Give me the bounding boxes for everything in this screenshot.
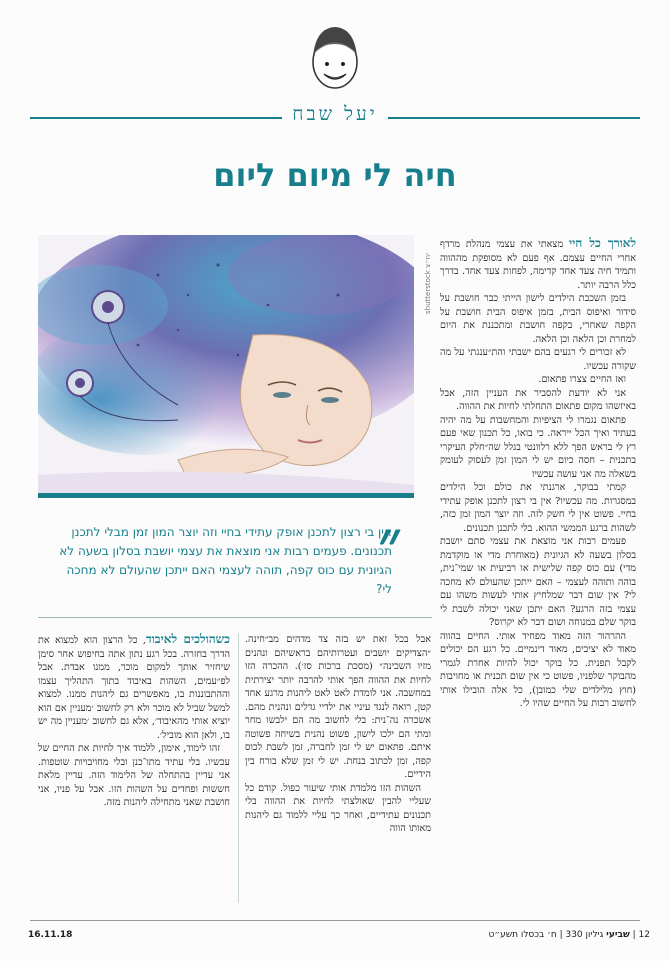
issue-date: 16.11.18 [28,930,73,940]
paragraph-1: לאורך כל חיי מצאתי את עצמי מנהלת מרדף אחרי החיים עצמם. אף פעם לא מסופקת מההווה ותמיד חיה צעד אחד קדימה, לפחות צעד אחד. בדרך כלל הרבה יותר. [440,237,636,291]
paragraph: זהו לימוד, אימון, ללמוד איך לחיות את החיים של עכשיו. בלי עתיד מתו־כנן ובלי מחויבויות שוטפות. אני עדיין בהתחלה של הלימוד הזה. עדיין מלאת חששות ופחדים על השהות הזו. אבל על פניו, אני חושבת שאני מתחילה ליהנות מזה. [38,743,230,808]
page-number: 12 [638,930,650,940]
section-lead: כשהולכים לאיבוד [145,633,230,646]
byline-rule-left [30,117,282,119]
paragraph: אני לא יודעת להסביר את העניין הזה, אבל באיזשהו מקום פתאום התחלתי לחיות את ההווה. [440,387,636,412]
article-title: חיה לי מיום ליום [213,156,457,194]
paragraph: השהות הזו מלמדת אותי שיעור כפול. קודם כל שעליי להבין שאולצתי לחיות את ההווה בלי תכנונים עתידיים, ואחר כך עליי ללמוד גם ליהנות מאותו הווה [245,782,431,834]
column-separator [238,633,239,903]
middle-column [245,633,431,903]
paragraph: אבל בכל זאת יש בזה צד מדהים מב״חינה. ״הצדיקים יושבים ועטרותיהם בראשיהם ונהנים מזיו השכינה״ (מסכת ברכות סז׳). ההכרה הזו לחיות את ההווה הפך אותי להרבה יותר יצירתית במחשבה. אני לומדת לאט לאט ליהנות מרגע אחד קטן, רואה לנגד עיניי את ילדיי גדלים ונהנית מהם. אשכרה נה־נית: בלי לחשוב מה הם ילבשו מחר ומתי הם ילכו לישון, פשוט נהנית בשיחה פשוטה איתם. פתאום יש לי זמן לחברה, זמן לשבת לכוס קפה, זמן לכתוב בנחת. יש לי זמן שלא בורח בין הידיים. [245,634,431,780]
lead-in: לאורך כל חיי [569,237,636,250]
left-column [38,633,230,843]
photo-credit: shutterstock יח״צ [424,253,432,314]
footer-rule [30,920,640,921]
paragraph: קמתי בבוקר, ארגנתי את כולם וכל הילדים במסגרות. מה עכשיו? אין בי רצון לתכנן אופק עתידי בחיי. פשוט אין לי חשק לזה. וזה יוצר המון זמן כזה, לשהות ברגע הממשי ההוא. בלי לתכנן תכנונים. [440,482,636,534]
paragraph: ההרהור הזה מאוד מפחיד אותי. החיים בהווה מאוד לא יציבים, מאוד דינמיים. כל רגע הם יכולים לקבל תפנית. כל בוקר יכול להיות אחרת לגמרי מהבוקר שלפניו, פשוט כי אין שום תכנית או מחויבות (חוץ מלילדים שלי כמובן), כל אלה הובילו אותי לחשוב רבות על החיים שהיו לי. [440,630,636,709]
quote-mark: ״ [378,506,403,581]
magazine-name: שביעי [606,930,630,940]
pull-quote: אין בי רצון לתכנן אופק עתידי בחיי וזה יוצר המון זמן מבלי לתכנן תכנונים. פעמים רבות אני מוצאת את עצמי יושבת בסלון בשעה לא הגיונית עם כוס קפה, תוהה לעצמי האם ייתכן שהעולם לא מחכה לי? [59,525,392,596]
watercolor-illustration [38,235,414,493]
paragraph: ואז החיים צצרו פתאום. [538,374,626,385]
hebrew-date: ח׳ בכסלו תשע״ט [488,930,557,940]
paragraph: כשהולכים לאיבוד, כל הרצון הוא למצוא את הדרך בחזרה. בכל רגע נתון אתה בחיפוש אחר סימן שיחזיר אותך למקום מוכר, ממנו אבדת. אבל לפ״עמים, השהות באיבוד בתוך התהליך עצמו וההתבוננות בו, מאפשרים גם ליהנות ממנו. למצוא למשל שביל לא מוכר ולא רק לחשוב ׳מעניין אם הוא יוציא אותי מהאיבוד׳, אלא גם לחשוב ׳מעניין מה יש בו, ולאן הוא מוביל׳. [38,633,230,741]
issue-number: גיליון 330 [565,930,604,940]
paragraph: פתאום נגמרו לי הציפיות והמחשבות על מה יהיה בעתיד ואיך הכל ייראה. כי בואו, כל תכנון שאי פעם רץ לי בראש הפך ללא רלוונטי בגלל שה״חלק העיקרי בתכנית – חסה כיום יש לי המון זמן לעסוק לעומק בשאלה מה אני עושה עכשיו [440,414,636,480]
paragraph: בזמן השכבת הילדים לישון הייתי כבר חושבת על סידור ואיפוס הבית, בזמן איפוס הבית חושבת על הקפה שאחרי, בקפה חושבת ומתכננת את היום למחרת וכן הלאה וכן הלאה. [440,293,636,345]
paragraph: לא זכורים לי רגעים בהם ישבתי והת״ענגתי על מה שקורה עכשיו. [440,347,636,372]
author-name: יעל שבח [292,103,378,125]
byline-rule-right [388,117,640,119]
page-footer: 12 | שביעי גיליון 330 | ח׳ בכסלו תשע״ט [488,930,650,940]
illustration-bar [38,493,414,498]
right-column [440,237,636,847]
author-avatar [302,22,368,96]
paragraph: פעמים רבות אני מוצאת את עצמי סתם יושבת בסלון בשעה לא הגיונית (מאוחרת מדי או מוקדמת מדי) עם כוס קפה שלישית או רביעית או שמי־נית, בוהה ותוהה לעצמי – האם ייתכן שהעולם לא מחכה לי? אין שום דבר שמלחיץ אותי לעשות משהו עם עצמי בזה הרגע? האם יתכן שאני יכולה לשבת לי בוקר שלם במנוחה ושום דבר לא יקרוס? [440,536,636,628]
quote-divider [38,617,432,618]
